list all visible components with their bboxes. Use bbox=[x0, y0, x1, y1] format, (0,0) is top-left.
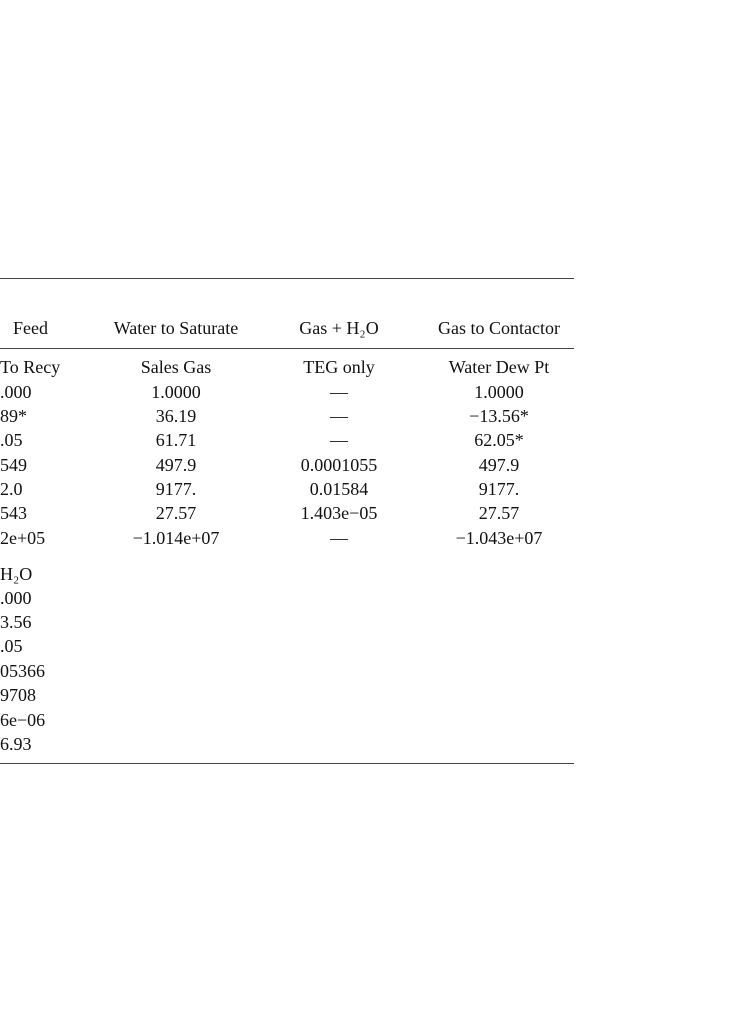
table-cell: 61.71 bbox=[155, 430, 197, 450]
header-gas-h2o: Gas + H₂O bbox=[299, 318, 379, 338]
table-cell: 497.9 bbox=[155, 455, 197, 475]
table-cell: 0.0001055 bbox=[300, 455, 378, 475]
header-sales-gas: Sales Gas bbox=[140, 357, 212, 377]
table-header-rule bbox=[0, 348, 574, 349]
table-cell: — bbox=[330, 430, 348, 450]
table-cell: 543 bbox=[0, 503, 27, 523]
list-item: .05 bbox=[0, 636, 23, 656]
table-cell: .05 bbox=[0, 430, 23, 450]
table-cell: 89* bbox=[0, 406, 27, 426]
list-item: 9708 bbox=[0, 685, 36, 705]
table-cell: 27.57 bbox=[155, 503, 197, 523]
table-cell: 2.0 bbox=[0, 479, 23, 499]
table-cell: −1.014e+07 bbox=[132, 528, 220, 548]
subsection-header-h2o: H₂O bbox=[0, 564, 33, 584]
header-water-to-saturate: Water to Saturate bbox=[113, 318, 239, 338]
header-gas-to-contactor: Gas to Contactor bbox=[438, 318, 560, 338]
table-cell: 1.0000 bbox=[151, 382, 201, 402]
header-to-recy: To Recy bbox=[0, 357, 61, 377]
list-item: 3.56 bbox=[0, 612, 32, 632]
table-top-rule bbox=[0, 278, 574, 279]
header-teg-only: TEG only bbox=[303, 357, 375, 377]
table-cell: −13.56* bbox=[469, 406, 529, 426]
table-cell: 27.57 bbox=[478, 503, 520, 523]
table-cell: 549 bbox=[0, 455, 27, 475]
table-cell: 36.19 bbox=[155, 406, 197, 426]
table-cell: −1.043e+07 bbox=[455, 528, 543, 548]
list-item: 6e−06 bbox=[0, 710, 46, 730]
table-bottom-rule bbox=[0, 763, 574, 764]
header-water-dew-pt: Water Dew Pt bbox=[448, 357, 550, 377]
table-cell: 497.9 bbox=[478, 455, 520, 475]
table-cell: .000 bbox=[0, 382, 32, 402]
list-item: 6.93 bbox=[0, 734, 32, 754]
table-cell: 62.05* bbox=[474, 430, 524, 450]
list-item: 05366 bbox=[0, 661, 45, 681]
table-cell: 2e+05 bbox=[0, 528, 46, 548]
table-cell: 1.403e−05 bbox=[300, 503, 378, 523]
list-item: .000 bbox=[0, 588, 32, 608]
table-cell: — bbox=[330, 406, 348, 426]
table-cell: 9177. bbox=[478, 479, 520, 499]
table-cell: — bbox=[330, 382, 348, 402]
table-cell: — bbox=[330, 528, 348, 548]
header-feed: Feed bbox=[13, 318, 48, 338]
table-cell: 1.0000 bbox=[474, 382, 524, 402]
table-cell: 0.01584 bbox=[309, 479, 369, 499]
table-cell: 9177. bbox=[155, 479, 197, 499]
